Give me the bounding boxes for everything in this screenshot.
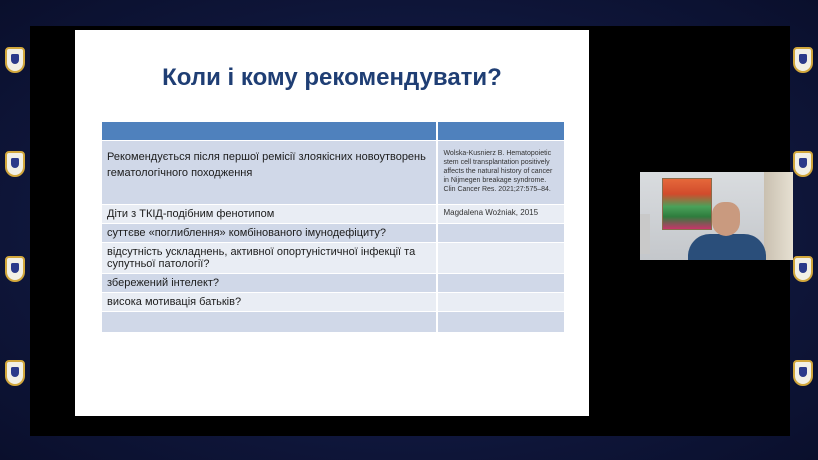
reference-cell: Wolska-Kusnierz B. Hematopoietic stem cell transplantation positively affects the natural history of cancer in Nijmegen breakage syndrome. Clin Cancer Res. 2021;27:575–84.: [437, 141, 564, 205]
reference-cell: [437, 293, 564, 312]
speaker-webcam-video[interactable]: [640, 172, 793, 260]
wall-painting: [662, 178, 712, 230]
reference-cell: Magdalena Woźniak, 2015: [437, 205, 564, 224]
reference-cell: [437, 312, 564, 333]
reference-cell: [437, 243, 564, 274]
criterion-cell: [102, 312, 437, 333]
presentation-slide: [75, 30, 589, 416]
background-shelf: [764, 172, 793, 260]
university-emblem-icon: [5, 47, 25, 73]
university-emblem-icon: [5, 360, 25, 386]
table-row: [102, 274, 564, 293]
recommendation-table: [102, 122, 564, 333]
university-emblem-icon: [5, 256, 25, 282]
university-emblem-icon: [793, 256, 813, 282]
table-row: [102, 243, 564, 274]
table-header-row: [102, 122, 564, 141]
table-row: [102, 312, 564, 333]
criterion-cell: відсутність ускладнень, активної опортуністичної інфекції та супутньої патології?: [102, 243, 437, 274]
slide-title: Коли і кому рекомендувати?: [162, 64, 502, 91]
table-row: [102, 205, 564, 224]
table-row: [102, 293, 564, 312]
criterion-cell: висока мотивація батьків?: [102, 293, 437, 312]
university-emblem-icon: [793, 47, 813, 73]
header-cell: [437, 122, 564, 141]
criterion-cell: суттєве «поглиблення» комбінованого імунодефіциту?: [102, 224, 437, 243]
speaker-body: [688, 234, 766, 260]
speaker-head: [712, 202, 740, 236]
reference-cell: [437, 274, 564, 293]
criterion-cell: Діти з ТКІД-подібним фенотипом: [102, 205, 437, 224]
university-emblem-icon: [5, 151, 25, 177]
reference-cell: [437, 224, 564, 243]
table-row: [102, 141, 564, 205]
criterion-cell: Рекомендується після першої ремісії злоякісних новоутворень гематологічного походження: [102, 141, 437, 205]
background-object: [640, 214, 650, 254]
criterion-cell: збережений інтелект?: [102, 274, 437, 293]
table-row: [102, 224, 564, 243]
university-emblem-icon: [793, 151, 813, 177]
university-emblem-icon: [793, 360, 813, 386]
header-cell: [102, 122, 437, 141]
